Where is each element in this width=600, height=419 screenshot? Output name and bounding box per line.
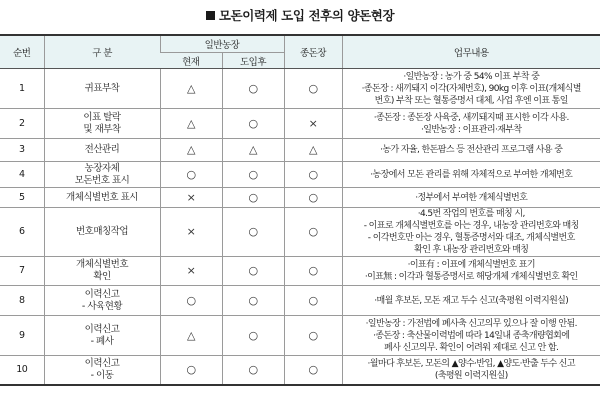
header-general-farm: 일반농장	[160, 35, 284, 53]
status-breeding: ○	[284, 162, 342, 188]
row-number: 1	[0, 69, 44, 109]
duty-line: ·4.5번 작업의 번호를 매칭 시,	[417, 209, 525, 219]
row-number: 5	[0, 188, 44, 208]
table-row	[0, 257, 600, 286]
duty-line: ·매월 후보돈, 모돈 재고 두수 신고(축평원 이력지원실)	[374, 295, 569, 306]
duty-line: ·일반농장 : 이표관리·재부착	[420, 124, 522, 135]
table-row	[0, 208, 600, 257]
row-item-line: 농장자체	[84, 162, 120, 174]
row-number: 9	[0, 316, 44, 356]
header-after: 도입후	[222, 53, 284, 69]
row-item-line: 개체식별번호	[75, 259, 129, 270]
row-item	[44, 69, 160, 109]
row-item-line: 번호매칭작업	[75, 226, 129, 237]
header-item: 구 분	[44, 35, 160, 69]
row-item	[44, 188, 160, 208]
duty-line: - 이표로 개체식별번호를 아는 경우, 내농장 관리번호와 매칭	[363, 221, 579, 231]
row-duties	[342, 208, 600, 257]
row-number: 3	[0, 139, 44, 162]
status-current: ○	[160, 162, 222, 188]
row-item	[44, 109, 160, 139]
row-item	[44, 162, 160, 188]
status-current: ○	[160, 286, 222, 316]
row-item-line: 귀표부착	[84, 82, 120, 94]
status-breeding: ○	[284, 257, 342, 286]
status-breeding: ○	[284, 188, 342, 208]
table-title	[0, 4, 600, 26]
header-row-1	[0, 35, 600, 53]
status-after: ○	[222, 316, 284, 356]
duty-line: 번호) 부착 또는 혈통증명서 대체, 사업 후엔 이표 통일	[374, 95, 568, 106]
duty-line: ·농장에서 모돈 관리를 위해 자체적으로 부여한 개체번호	[370, 169, 573, 180]
status-after: ○	[222, 162, 284, 188]
row-item-line: 모돈번호 표시	[74, 174, 130, 186]
duty-line: ·이표無 : 이각과 혈통증명서로 해당개체 개체식별번호 확인	[364, 272, 578, 282]
status-breeding: ○	[284, 286, 342, 316]
square-bullet-icon	[206, 11, 215, 20]
duty-line: ·농가 자율, 한돈팜스 등 전산관리 프로그램 사용 중	[380, 145, 563, 155]
table-row	[0, 69, 600, 109]
duty-line: ·일반농장 : 농가 중 54% 이표 부착 중	[403, 71, 540, 82]
row-duties	[342, 257, 600, 286]
header-breeding-farm: 종돈장	[284, 35, 342, 69]
row-item	[44, 208, 160, 257]
status-after: ○	[222, 109, 284, 139]
row-number: 8	[0, 286, 44, 316]
status-breeding: ○	[284, 356, 342, 385]
row-item	[44, 257, 160, 286]
table-row	[0, 316, 600, 356]
row-number: 7	[0, 257, 44, 286]
duty-line: ·이표有 : 이표에 개체식별번호 표기	[407, 260, 535, 270]
duty-line: ·종돈장 : 축산물이력법에 따라 14일내 종축개량협회에	[373, 330, 570, 341]
status-after: ○	[222, 257, 284, 286]
row-duties	[342, 69, 600, 109]
row-item-line: - 사육현황	[81, 300, 123, 312]
status-breeding: ×	[284, 109, 342, 139]
row-item-line: 이력신고	[84, 323, 120, 335]
row-duties	[342, 356, 600, 385]
duty-line: ·월마다 후보돈, 모돈의 ▲양수·반입, ▲양도·반출 두수 신고	[367, 358, 575, 369]
status-after: ○	[222, 286, 284, 316]
row-duties	[342, 139, 600, 162]
table-row	[0, 162, 600, 188]
row-number: 6	[0, 208, 44, 257]
status-after: ○	[222, 188, 284, 208]
status-breeding: ○	[284, 69, 342, 109]
row-number: 4	[0, 162, 44, 188]
duty-line: ·일반농장 : 가전법에 폐사축 신고의무 있으나 잘 이행 안됨.	[365, 318, 577, 329]
duty-line: - 이각번호만 아는 경우, 혈통증명서와 대조, 개체식별번호	[367, 233, 575, 243]
table-row	[0, 188, 600, 208]
table-title-text: 모돈이력제 도입 전후의 양돈현장	[218, 8, 395, 23]
duty-line: 폐사 신고의무. 확인이 어려워 제대로 신고 안 함.	[384, 342, 559, 353]
row-number: 2	[0, 109, 44, 139]
row-item-line: 및 재부착	[83, 123, 121, 135]
row-duties	[342, 316, 600, 356]
duty-line: ·정부에서 부여한 개체식별번호	[415, 192, 528, 203]
status-current: ×	[160, 257, 222, 286]
row-duties	[342, 162, 600, 188]
status-breeding: ○	[284, 316, 342, 356]
row-duties	[342, 286, 600, 316]
row-item	[44, 356, 160, 385]
duty-line: (축평원 이력지원실)	[434, 370, 508, 381]
duty-line: 확인 후 내농장 관리번호와 매칭	[414, 245, 529, 255]
header-no: 순번	[0, 35, 44, 69]
row-item-line: 확인	[93, 271, 111, 282]
row-item-line: - 폐사	[90, 335, 114, 347]
table-body	[0, 69, 600, 385]
status-after: ○	[222, 208, 284, 257]
status-breeding: △	[284, 139, 342, 162]
table-row	[0, 356, 600, 385]
row-item-line: 전산관리	[84, 144, 120, 155]
row-item	[44, 316, 160, 356]
row-number: 10	[0, 356, 44, 385]
row-item-line: 이력신고	[84, 357, 120, 369]
row-duties	[342, 109, 600, 139]
status-current: ○	[160, 356, 222, 385]
status-current: △	[160, 109, 222, 139]
status-current: △	[160, 69, 222, 109]
status-current: ×	[160, 188, 222, 208]
comparison-table	[0, 34, 600, 386]
status-after: ○	[222, 69, 284, 109]
status-after: ○	[222, 356, 284, 385]
row-item	[44, 286, 160, 316]
row-item-line: 이표 탈락	[83, 111, 121, 123]
header-duties: 업무내용	[342, 35, 600, 69]
table-row	[0, 109, 600, 139]
row-item	[44, 139, 160, 162]
header-current: 현재	[160, 53, 222, 69]
row-item-line: 개체식별번호 표시	[66, 191, 138, 203]
status-current: ×	[160, 208, 222, 257]
row-duties	[342, 188, 600, 208]
table-row	[0, 139, 600, 162]
row-item-line: - 이동	[90, 369, 114, 381]
row-item-line: 이력신고	[84, 288, 120, 300]
duty-line: ·종돈장 : 종돈장 사육중, 새끼돼지때 표시한 이각 사용.	[373, 112, 569, 123]
status-current: △	[160, 139, 222, 162]
table-row	[0, 286, 600, 316]
status-breeding: ○	[284, 208, 342, 257]
status-current: △	[160, 316, 222, 356]
duty-line: ·종돈장 : 새끼돼지 이각(자체번호), 90kg 이후 이표(개체식별	[361, 83, 581, 94]
status-after: △	[222, 139, 284, 162]
